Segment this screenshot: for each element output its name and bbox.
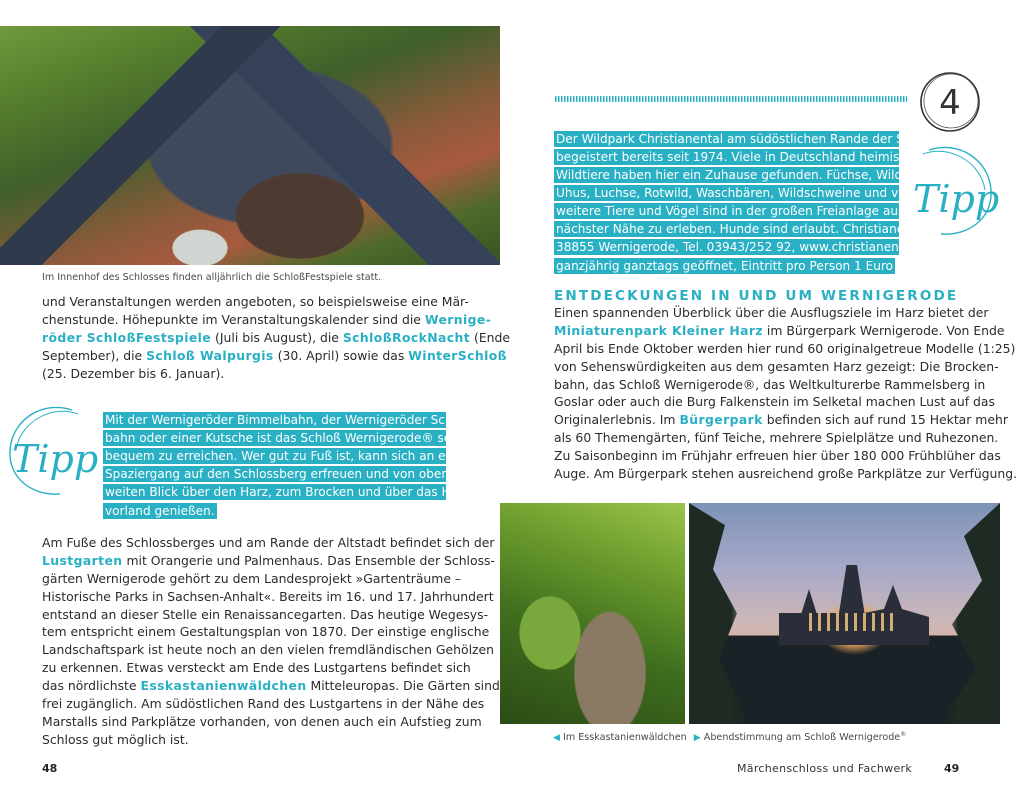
tipp-line: Mit der Wernigeröder Bimmelbahn, der Wernigeröder Schloss- [105, 413, 481, 427]
text-line [554, 322, 1005, 340]
castle-silhouette [779, 565, 929, 645]
text-line [554, 465, 1017, 483]
text-run: mit Orangerie und Palmenhaus. Das Ensemble der Schloss- [122, 552, 495, 568]
text-line [42, 311, 492, 329]
text-run: (Ende [470, 329, 511, 345]
text-run: Einen spannenden Überblick über die Ausflugsziele im Harz bietet der [554, 305, 989, 320]
running-head: Märchenschloss und Fachwerk [737, 762, 913, 775]
tipp-line: weitere Tiere und Vögel sind in der großen Freianlage aus [556, 204, 905, 218]
text-run: Am Fuße des Schlossberges und am Rande der Altstadt befindet sich der [42, 535, 495, 550]
tipp-line: Spaziergang auf den Schlossberg erfreuen und von oben den [105, 467, 476, 481]
text-line [554, 376, 986, 394]
text-line [554, 304, 989, 322]
body-paragraph [42, 534, 500, 749]
tipp-label: Tipp [12, 437, 99, 481]
text-line [42, 365, 446, 383]
text-run: Mitteleuropas. Die Gärten sind [306, 678, 500, 694]
tipp-line: begeistert bereits seit 1974. Viele in Deutschland heimische [556, 150, 922, 164]
tipp-line: Uhus, Luchse, Rotwild, Waschbären, Wildschweine und viele [556, 186, 920, 200]
highlight-term: Wernige- [424, 311, 492, 327]
text-run: frei zugänglich. Am südöstlichen Rand des Lustgartens in der Nähe des [42, 696, 485, 712]
caption-left: Im Esskastanienwäldchen [562, 732, 687, 744]
tipp-line: vorland genießen. [105, 504, 215, 518]
text-run: im Bürgerpark Wernigerode. Von Ende [762, 322, 1005, 338]
highlight-term: Lustgarten [42, 552, 123, 568]
text-run: Auge. Am Bürgerpark stehen ausreichend große Parkplätze zur Verfügung. [554, 466, 1017, 482]
highlight-term: Esskastanienwäldchen [140, 678, 307, 694]
text-line [554, 358, 999, 376]
text-run: chenstunde. Höhepunkte im Veranstaltungskalender sind die [42, 311, 425, 327]
tipp-line: Der Wildpark Christianental am südöstlichen Rande der Stadt [556, 132, 929, 146]
evening-castle-photo [689, 503, 1000, 724]
highlight-term: Miniaturenpark Kleiner Harz [554, 322, 763, 338]
text-line [42, 731, 446, 749]
text-line [554, 447, 1001, 465]
text-run: Zu Saisonbeginn im Frühjahr erfreuen hier über 180 000 Frühblüher das [554, 448, 1001, 464]
highlight-term: Bürgerpark [679, 412, 763, 428]
text-run: Historische Parks in Sachsen-Anhalt«. Bereits im 16. und 17. Jahrhundert [42, 588, 494, 604]
text-run: Landschaftspark ist heute noch an den vielen fremdländischen Gehölzen [42, 642, 495, 658]
text-line [42, 713, 482, 731]
tipp-badge-right [903, 140, 999, 240]
text-run: April bis Ende Oktober werden hier rund 60 originalgetreue Modelle (1:25) [554, 340, 1016, 356]
text-run: befinden sich auf rund 15 Hektar mehr [762, 412, 1008, 428]
tipp-label: Tipp [913, 177, 1000, 221]
triangle-left-icon: ◀ [553, 733, 560, 744]
castle-courtyard-photo [0, 26, 500, 265]
dotted-rule [555, 96, 907, 102]
text-run: von Sehenswürdigkeiten aus dem gesamten Harz gezeigt: Die Brocken- [554, 358, 999, 374]
caption-sup: ® [900, 731, 907, 738]
text-line [42, 659, 471, 677]
tipp-line: weiten Blick über den Harz, zum Brocken und über das Harz- [105, 485, 474, 499]
text-line [42, 623, 490, 641]
text-line [42, 552, 495, 570]
highlight-term: SchloßRockNacht [342, 329, 471, 345]
text-line [554, 411, 1008, 429]
text-line [42, 329, 511, 347]
tipp-box [103, 412, 481, 521]
text-run: (Juli bis August), die [211, 329, 343, 345]
tipp-line: Wildtiere haben hier ein Zuhause gefunden. Füchse, Wildkatzen, [556, 168, 947, 182]
text-line [554, 429, 999, 447]
caption-right: Abendstimmung am Schloß Wernigerode [703, 732, 901, 744]
text-line [42, 570, 462, 588]
chestnut-tree-photo [500, 503, 685, 724]
text-run: als 60 Themengärten, fünf Teiche, mehrere Spielplätze und Ruhezonen. [554, 430, 999, 446]
text-run: bahn, das Schloß Wernigerode®, das Weltkulturerbe Rammelsberg in [554, 376, 986, 392]
triangle-right-icon: ▶ [693, 733, 701, 744]
tipp-line: 38855 Wernigerode, Tel. 03943/252 92, www.christianental.de, [556, 240, 938, 254]
text-run: zu erkennen. Etwas versteckt am Ende des Lustgartens befindet sich [42, 660, 471, 676]
page-number: 49 [944, 762, 960, 775]
castle-lights [809, 613, 899, 631]
text-line [554, 340, 1016, 358]
text-line [42, 695, 485, 713]
text-run: entstand an dieser Stelle ein Renaissancegarten. Das heutige Wegesys- [42, 606, 489, 622]
text-line [554, 393, 995, 411]
highlight-term: Schloß Walpurgis [146, 347, 274, 363]
chapter-number: 4 [939, 83, 961, 123]
text-run: gärten Wernigerode gehört zu dem Landesprojekt »Gartenträume – [42, 570, 462, 586]
tipp-badge-left [2, 400, 98, 500]
highlight-term: WinterSchloß [408, 347, 507, 363]
tipp-line: ganzjährig ganztags geöffnet, Eintritt pro Person 1 Euro [556, 259, 893, 273]
tipp-line: bequem zu erreichen. Wer gut zu Fuß ist, kann sich an einem [105, 449, 476, 463]
text-line [42, 588, 494, 606]
text-run: Schloss gut möglich ist. [42, 731, 189, 747]
tipp-box [554, 131, 951, 276]
body-paragraph [42, 293, 511, 382]
text-run: das nördlichste [42, 678, 141, 694]
text-run: (25. Dezember bis 6. Januar). [42, 365, 225, 381]
photo-captions [553, 731, 906, 743]
text-line [42, 293, 469, 311]
highlight-term: röder SchloßFestspiele [42, 329, 212, 345]
page-number: 48 [42, 762, 58, 775]
text-line [42, 641, 495, 659]
text-line [42, 606, 489, 624]
tipp-line: nächster Nähe zu erleben. Hunde sind erlaubt. Christianental 11, [556, 222, 951, 236]
text-run: Originalerlebnis. Im [554, 412, 680, 428]
tipp-line: bahn oder einer Kutsche ist das Schloß Wernigerode® sehr [105, 431, 464, 445]
tree-silhouette [940, 503, 1000, 724]
text-line [42, 347, 507, 365]
text-run: (30. April) sowie das [273, 347, 409, 363]
body-paragraph [554, 304, 1017, 483]
text-line [42, 677, 500, 695]
text-run: tem entspricht einem Gestaltungsplan von 1870. Der einstige englische [42, 624, 490, 640]
text-run: Goslar oder auch die Burg Falkenstein im Selketal machen Lust auf das [554, 394, 995, 410]
chapter-number-badge [918, 70, 982, 134]
text-run: September), die [42, 347, 147, 363]
tree-silhouette [689, 503, 749, 724]
text-run: Marstalls sind Parkplätze vorhanden, von denen auch ein Aufstieg zum [42, 713, 482, 729]
photo-caption: Im Innenhof des Schlosses finden alljährlich die SchloßFestspiele statt. [42, 272, 382, 283]
text-line [42, 534, 495, 552]
text-run: und Veranstaltungen werden angeboten, so beispielsweise eine Mär- [42, 294, 469, 309]
section-heading: ENTDECKUNGEN IN UND UM WERNIGERODE [554, 288, 959, 304]
